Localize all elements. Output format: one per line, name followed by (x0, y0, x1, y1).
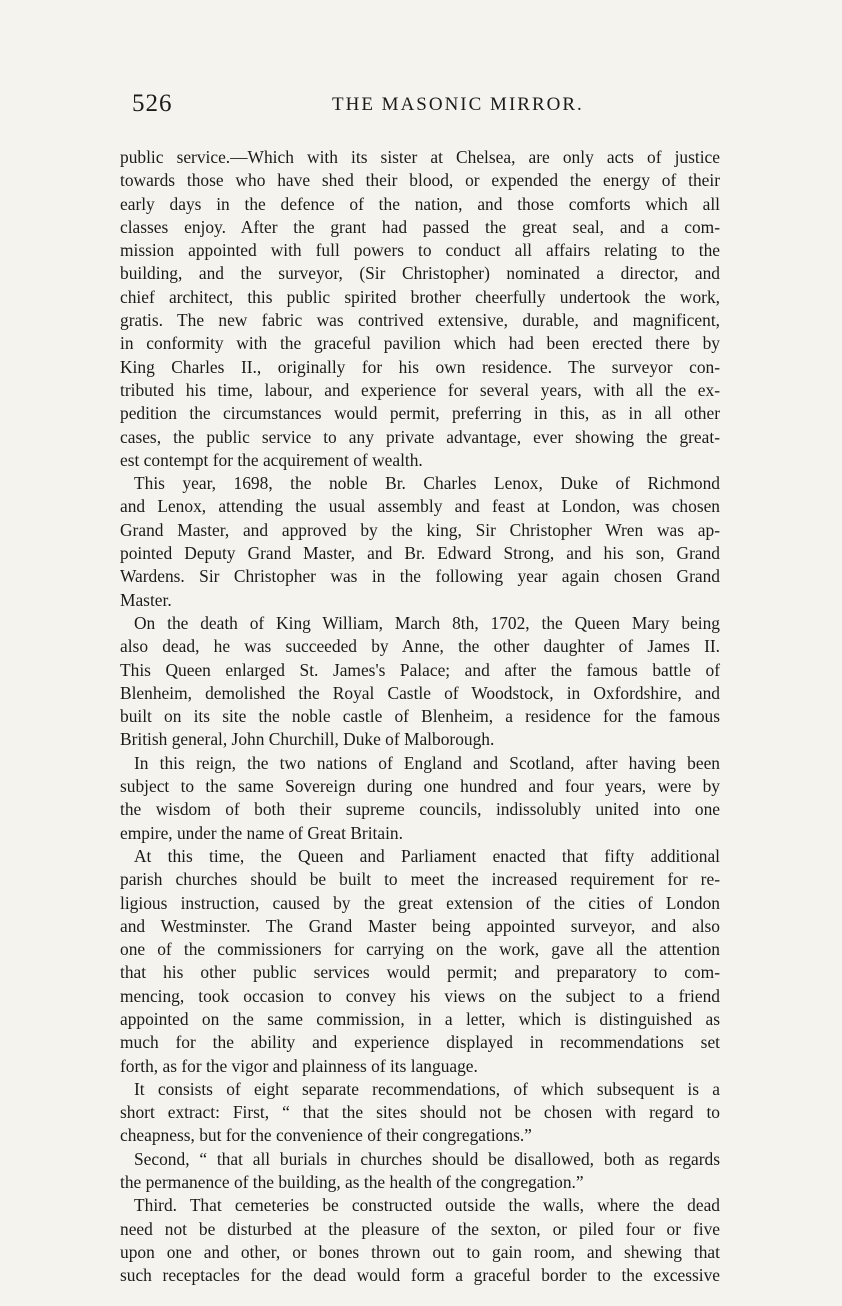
paragraph (120, 752, 720, 845)
text-line: subject to the same Sovereign during one hundred and four years, were by (120, 776, 720, 797)
text-line: est contempt for the acquirement of wealth. (120, 449, 423, 470)
text-line: public service.—Which with its sister at Chelsea, are only acts of justice (120, 147, 720, 167)
text-line: Blenheim, demolished the Royal Castle of Woodstock, in Oxfordshire, and (120, 682, 720, 703)
text-line: King Charles II., originally for his own residence. The surveyor con- (120, 356, 720, 377)
text-line: mission appointed with full powers to conduct all affairs relating to the (120, 240, 720, 261)
paragraph (120, 612, 720, 752)
text-line: towards those who have shed their blood, or expended the energy of their (120, 170, 720, 191)
text-line: cases, the public service to any private advantage, ever showing the great- (120, 426, 720, 447)
text-line: appointed on the same commission, in a letter, which is distinguished as (120, 1008, 720, 1029)
text-line: much for the ability and experience displayed in recommendations set (120, 1032, 720, 1053)
text-line: British general, John Churchill, Duke of Malborough. (120, 729, 495, 750)
paragraph (120, 1148, 720, 1195)
paragraph (120, 472, 720, 612)
text-line: need not be disturbed at the pleasure of the sexton, or piled four or five (120, 1218, 720, 1239)
text-line: parish churches should be built to meet the increased requirement for re- (120, 869, 720, 890)
text-line: Master. (120, 589, 172, 610)
running-title: THE MASONIC MIRROR. (332, 94, 584, 115)
paragraph (120, 845, 720, 1078)
text-line: On the death of King William, March 8th, 1702, the Queen Mary being (134, 612, 720, 633)
text-line: chief architect, this public spirited brother cheerfully undertook the work, (120, 286, 720, 307)
text-line: such receptacles for the dead would form a graceful border to the excessive (120, 1265, 720, 1286)
text-line: Second, “ that all burials in churches should be disallowed, both as regards (134, 1148, 720, 1169)
text-line: the wisdom of both their supreme councils, indissolubly united into one (120, 799, 720, 820)
text-line: built on its site the noble castle of Blenheim, a residence for the famous (120, 706, 720, 727)
text-line: In this reign, the two nations of England and Scotland, after having been (134, 752, 720, 773)
text-line: upon one and other, or bones thrown out to gain room, and shewing that (120, 1241, 720, 1262)
text-line: one of the commissioners for carrying on the work, gave all the attention (120, 939, 720, 960)
page-number: 526 (132, 90, 173, 117)
text-line: classes enjoy. After the grant had passed the great seal, and a com- (120, 216, 720, 237)
text-line: short extract: First, “ that the sites should not be chosen with regard to (120, 1102, 720, 1123)
text-line: empire, under the name of Great Britain. (120, 822, 403, 843)
text-line: Wardens. Sir Christopher was in the following year again chosen Grand (120, 566, 720, 587)
text-line: building, and the surveyor, (Sir Christopher) nominated a director, and (120, 263, 720, 284)
text-line: gratis. The new fabric was contrived extensive, durable, and magnificent, (120, 310, 720, 331)
text-line: that his other public services would permit; and preparatory to com- (120, 962, 720, 983)
text-line: in conformity with the graceful pavilion which had been erected there by (120, 333, 720, 354)
page-header (132, 90, 720, 120)
text-line: It consists of eight separate recommendations, of which subsequent is a (134, 1078, 720, 1099)
text-line: This Queen enlarged St. James's Palace; and after the famous battle of (120, 659, 720, 680)
text-line: This year, 1698, the noble Br. Charles Lenox, Duke of Richmond (134, 473, 720, 494)
paragraph (120, 1078, 720, 1148)
text-line: Grand Master, and approved by the king, Sir Christopher Wren was ap- (120, 519, 720, 540)
text-line: At this time, the Queen and Parliament enacted that fifty additional (134, 845, 720, 866)
text-line: and Lenox, attending the usual assembly and feast at London, was chosen (120, 496, 720, 517)
text-line: mencing, took occasion to convey his views on the subject to a friend (120, 985, 720, 1006)
text-line: pedition the circumstances would permit, preferring in this, as in all other (120, 403, 720, 424)
text-line: also dead, he was succeeded by Anne, the other daughter of James II. (120, 636, 720, 657)
text-line: cheapness, but for the convenience of their congregations.” (120, 1125, 532, 1146)
paragraph (120, 146, 720, 472)
text-line: tributed his time, labour, and experience for several years, with all the ex- (120, 379, 720, 400)
text-line: forth, as for the vigor and plainness of its language. (120, 1055, 478, 1076)
text-line: and Westminster. The Grand Master being appointed surveyor, and also (120, 915, 720, 936)
text-line: ligious instruction, caused by the great extension of the cities of London (120, 892, 720, 913)
text-line: early days in the defence of the nation, and those comforts which all (120, 193, 720, 214)
text-line: Third. That cemeteries be constructed outside the walls, where the dead (134, 1195, 720, 1216)
body-text (120, 146, 720, 1288)
text-line: pointed Deputy Grand Master, and Br. Edward Strong, and his son, Grand (120, 543, 720, 564)
text-line: the permanence of the building, as the health of the congregation.” (120, 1172, 584, 1193)
paragraph (120, 1194, 720, 1287)
